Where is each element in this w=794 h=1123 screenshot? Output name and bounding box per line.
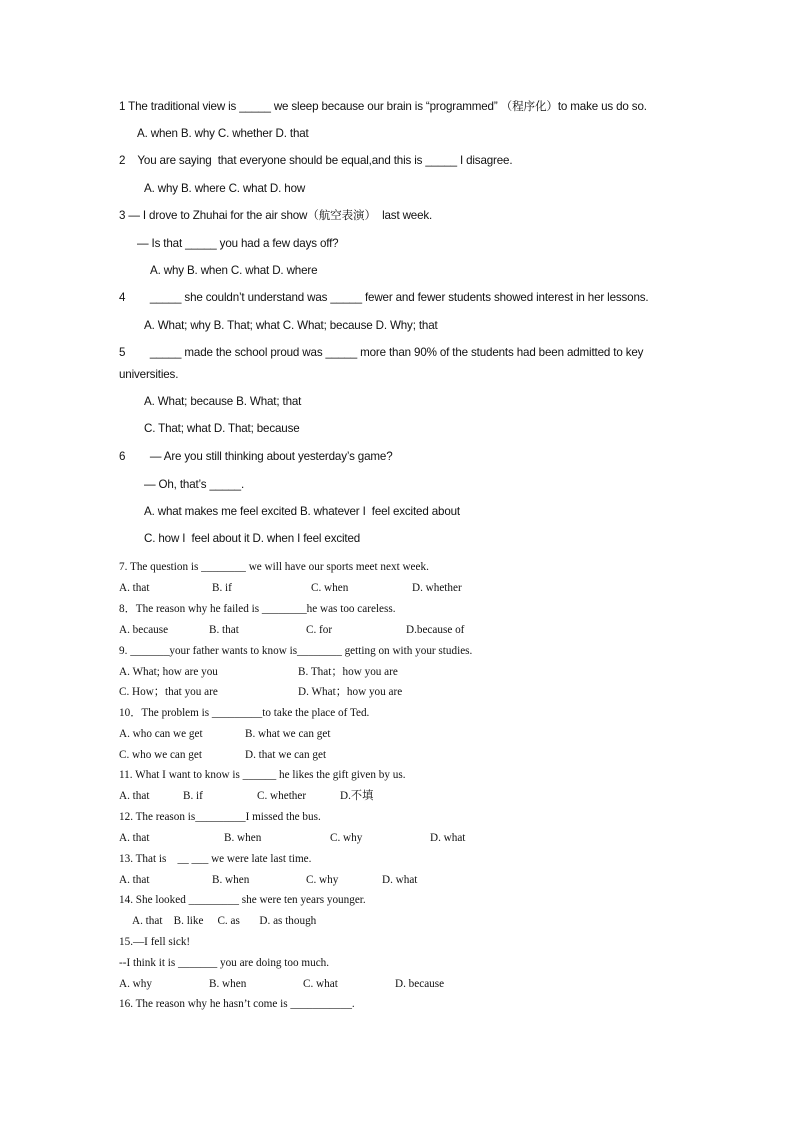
question-15-option-c: C. what — [303, 978, 338, 990]
question-14-stem: 14. She looked _________ she were ten years younger. — [119, 894, 366, 906]
question-15-reply: --I think it is _______ you are doing too much. — [119, 957, 330, 969]
question-7-option-b: B. if — [212, 582, 232, 594]
question-16-stem: 16. The reason why he hasn’t come is ___________. — [119, 998, 355, 1010]
question-7-option-a: A. that — [119, 582, 150, 594]
question-5-stem-continued: universities. — [119, 368, 179, 381]
question-10-stem: 10．The problem is _________to take the place of Ted. — [119, 707, 370, 719]
question-15-option-b: B. when — [209, 978, 247, 990]
question-10-option-c: C. who we can get — [119, 749, 202, 761]
question-6-options-line1: A. what makes me feel excited B. whatever I feel excited about — [144, 505, 460, 518]
question-12-option-c: C. why — [330, 832, 363, 844]
question-3-stem: 3 — I drove to Zhuhai for the air show（航空表演） last week. — [119, 209, 433, 222]
question-11-option-a: A. that — [119, 790, 150, 802]
question-14-options: A. that B. like C. as D. as though — [132, 915, 317, 927]
question-13-option-a: A. that — [119, 874, 150, 886]
question-2-stem: 2 You are saying that everyone should be equal,and this is _____ I disagree. — [119, 154, 513, 167]
question-4-options: A. What; why B. That; what C. What; because D. Why; that — [144, 319, 438, 332]
question-12-option-d: D. what — [430, 832, 466, 844]
question-12-option-b: B. when — [224, 832, 262, 844]
question-12-stem: 12. The reason is_________I missed the bus. — [119, 811, 321, 823]
question-10-option-a: A. who can we get — [119, 728, 203, 740]
question-13-option-c: C. why — [306, 874, 339, 886]
question-7-stem: 7. The question is ________ we will have our sports meet next week. — [119, 561, 429, 573]
question-8-option-c: C. for — [306, 624, 333, 636]
question-9-option-d: D. What；how you are — [298, 686, 403, 698]
question-13-option-d: D. what — [382, 874, 418, 886]
question-12-option-a: A. that — [119, 832, 150, 844]
question-8-option-b: B. that — [209, 624, 239, 636]
question-3-reply: — Is that _____ you had a few days off? — [137, 237, 339, 250]
question-13-option-b: B. when — [212, 874, 250, 886]
question-2-options: A. why B. where C. what D. how — [144, 182, 306, 195]
question-7-option-d: D. whether — [412, 582, 462, 594]
question-1-options: A. when B. why C. whether D. that — [137, 127, 309, 140]
question-9-option-c: C. How；that you are — [119, 686, 218, 698]
question-5-options-line1: A. What; because B. What; that — [144, 395, 302, 408]
question-9-option-a: A. What; how are you — [119, 666, 218, 678]
question-8-option-a: A. because — [119, 624, 169, 636]
question-5-options-line2: C. That; what D. That; because — [144, 422, 300, 435]
question-3-options: A. why B. when C. what D. where — [150, 264, 318, 277]
question-11-option-c: C. whether — [257, 790, 307, 802]
question-6-reply: — Oh, that’s _____. — [144, 478, 245, 491]
question-8-stem: 8．The reason why he failed is ________he was too careless. — [119, 603, 396, 615]
question-11-option-b: B. if — [183, 790, 203, 802]
question-8-option-d: D.because of — [406, 624, 465, 636]
question-9-stem: 9. _______your father wants to know is________ getting on with your studies. — [119, 645, 473, 657]
question-6-options-line2: C. how I feel about it D. when I feel excited — [144, 532, 361, 545]
question-9-option-b: B. That；how you are — [298, 666, 398, 678]
question-13-stem: 13. That is __ ___ we were late last time. — [119, 853, 312, 865]
question-11-stem: 11. What I want to know is ______ he likes the gift given by us. — [119, 769, 406, 781]
question-11-option-d: D.不填 — [340, 790, 374, 802]
question-7-option-c: C. when — [311, 582, 349, 594]
question-5-stem: 5 _____ made the school proud was _____ more than 90% of the students had been admitted to key — [119, 346, 644, 359]
question-15-stem: 15.—I fell sick! — [119, 936, 191, 948]
question-1-stem: 1 The traditional view is _____ we sleep because our brain is “programmed” （程序化）to make us do so. — [119, 100, 647, 113]
question-4-stem: 4 _____ she couldn’t understand was _____ fewer and fewer students showed interest in her lessons. — [119, 291, 649, 304]
question-15-option-a: A. why — [119, 978, 152, 990]
question-15-option-d: D. because — [395, 978, 445, 990]
question-10-option-b: B. what we can get — [245, 728, 331, 740]
question-10-option-d: D. that we can get — [245, 749, 327, 761]
question-6-stem: 6 — Are you still thinking about yesterday’s game? — [119, 450, 393, 463]
